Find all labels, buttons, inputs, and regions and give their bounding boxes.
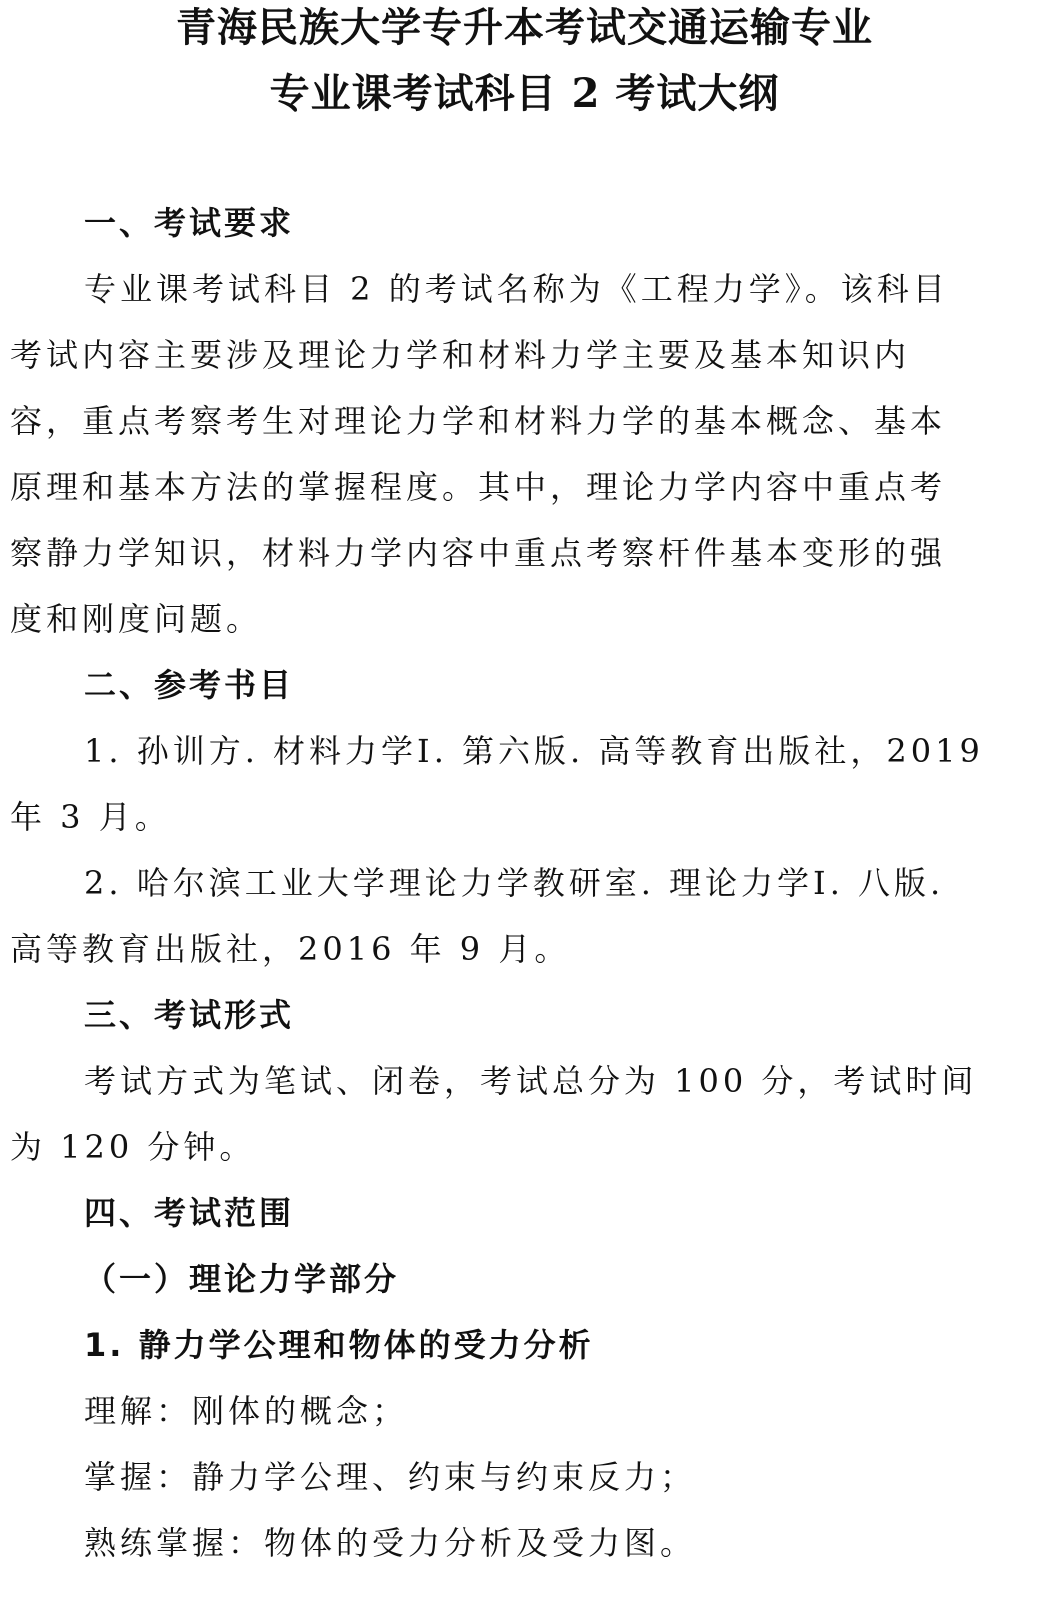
paragraph-line: 察静力学知识，材料力学内容中重点考察杆件基本变形的强 <box>10 534 947 572</box>
reference-line: 年 3 月。 <box>10 798 171 836</box>
paragraph-line: 容，重点考察考生对理论力学和材料力学的基本概念、基本 <box>10 402 947 440</box>
reference-line: 1. 孙训方. 材料力学Ⅰ. 第六版. 高等教育出版社，2019 <box>84 732 984 770</box>
section-heading-exam-requirements: 一、考试要求 <box>84 204 295 242</box>
paragraph-line: 原理和基本方法的掌握程度。其中，理论力学内容中重点考 <box>10 468 947 506</box>
scope-item: 理解：刚体的概念； <box>84 1392 409 1430</box>
paragraph-line: 考试内容主要涉及理论力学和材料力学主要及基本知识内 <box>10 336 911 374</box>
scope-item: 掌握：静力学公理、约束与约束反力； <box>84 1458 697 1496</box>
subsection-heading-theoretical-mechanics: （一）理论力学部分 <box>84 1260 400 1298</box>
paragraph-line: 考试方式为笔试、闭卷，考试总分为 100 分，考试时间 <box>84 1062 978 1100</box>
reference-line: 2. 哈尔滨工业大学理论力学教研室. 理论力学Ⅰ. 八版. <box>84 864 945 902</box>
chapter-heading-statics-axioms: 1. 静力学公理和物体的受力分析 <box>84 1326 594 1364</box>
document-title-line-1: 青海民族大学专升本考试交通运输专业 <box>176 4 873 51</box>
section-heading-reference-books: 二、参考书目 <box>84 666 295 704</box>
document-title-line-2: 专业课考试科目 2 考试大纲 <box>269 70 780 117</box>
paragraph-line: 为 120 分钟。 <box>10 1128 256 1166</box>
section-heading-exam-scope: 四、考试范围 <box>84 1194 295 1232</box>
section-heading-exam-format: 三、考试形式 <box>84 996 295 1034</box>
paragraph-line: 专业课考试科目 2 的考试名称为《工程力学》。该科目 <box>84 270 949 308</box>
paragraph-line: 度和刚度问题。 <box>10 600 263 638</box>
reference-line: 高等教育出版社，2016 年 9 月。 <box>10 930 571 968</box>
scope-item: 熟练掌握：物体的受力分析及受力图。 <box>84 1524 697 1562</box>
